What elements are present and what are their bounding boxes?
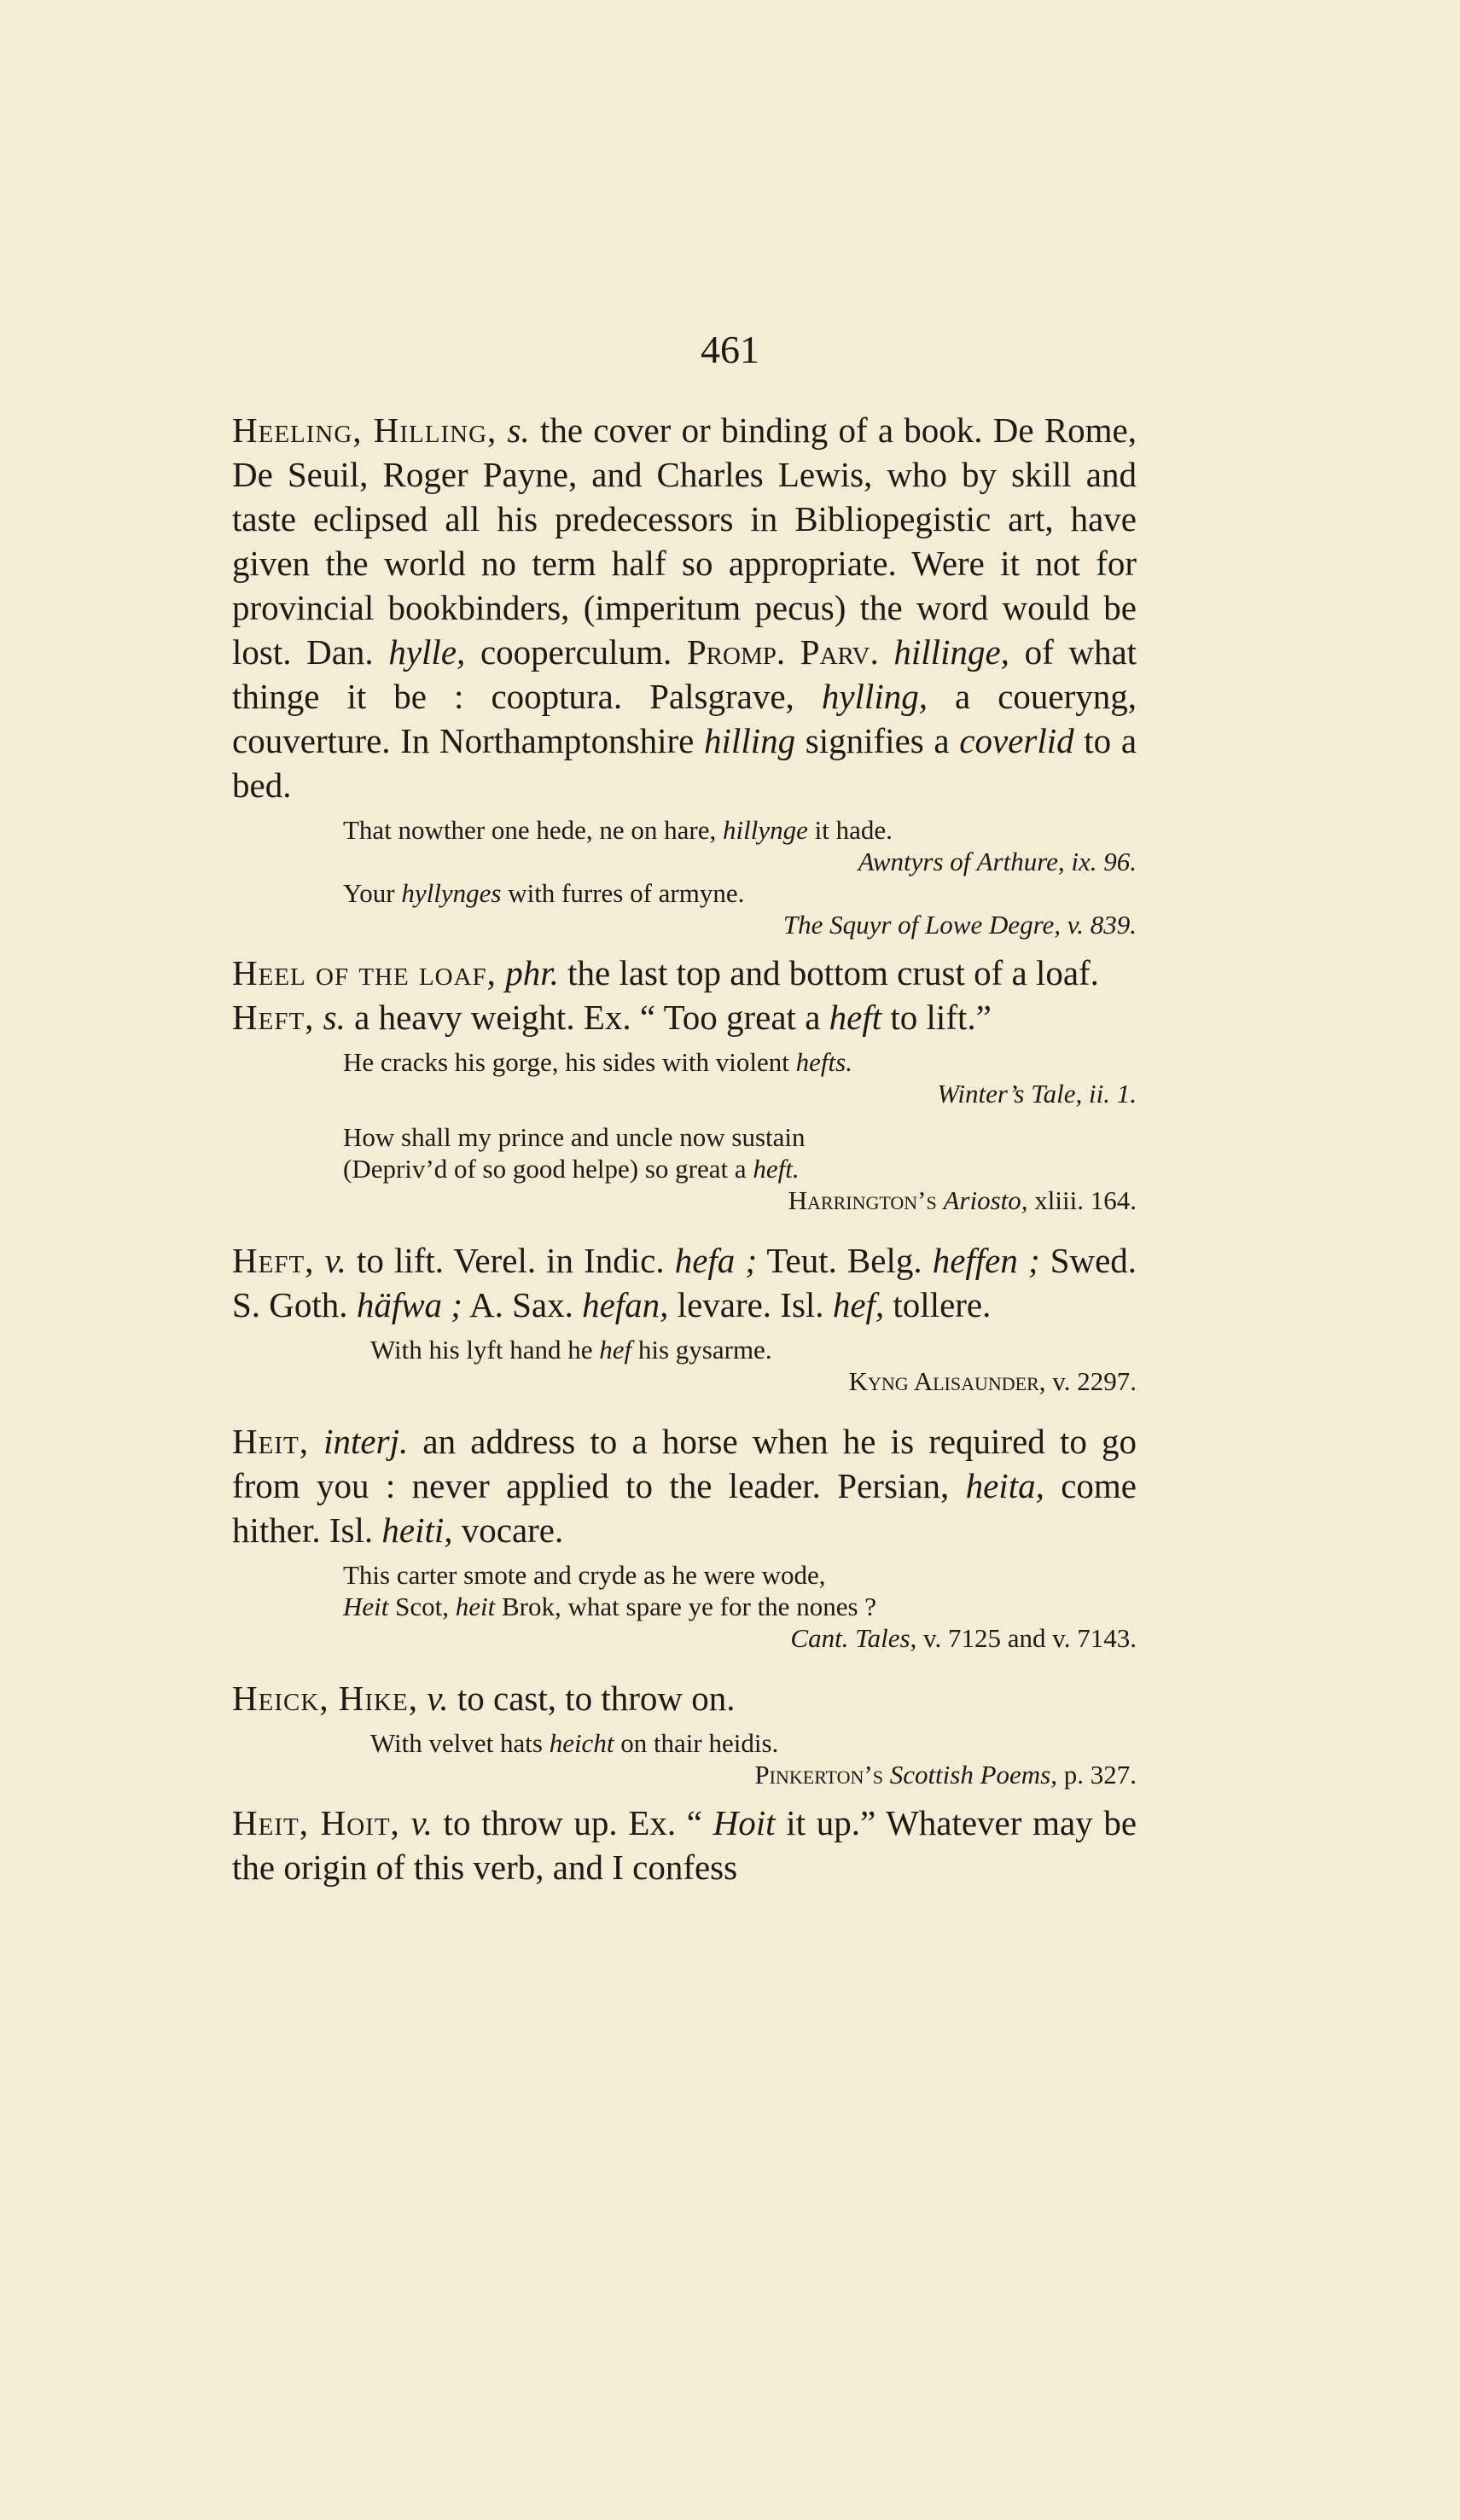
source-abbrev: Promp. Parv. <box>686 632 879 672</box>
italic-term: hylle, <box>388 632 466 672</box>
quote-text: on thair heidis. <box>620 1728 779 1758</box>
page-number: 461 <box>701 328 759 371</box>
italic-term: hef, <box>832 1285 885 1324</box>
quote-italic: heicht <box>549 1728 614 1758</box>
definition-text: to lift. Verel. in Indic. <box>356 1241 665 1280</box>
italic-term: heffen ; <box>932 1241 1040 1280</box>
quotation-block <box>232 1559 1137 1654</box>
definition-text: to a bed. <box>232 721 1137 805</box>
spacer <box>232 1407 1137 1419</box>
source-author: Kyng Alisaunder, <box>848 1366 1046 1396</box>
dictionary-column <box>232 408 1137 1889</box>
headword: Heft, <box>232 1241 315 1280</box>
headword: Heel of the loaf, <box>232 953 497 992</box>
headword: Heit, Hoit, <box>232 1803 400 1842</box>
quote-text: with furres of armyne. <box>508 878 745 908</box>
quote-line <box>232 877 1137 909</box>
definition-text: to lift.” <box>890 998 992 1037</box>
source-ref: v. 2297. <box>1052 1366 1137 1396</box>
italic-term: hefa ; <box>674 1241 758 1280</box>
source-author: Harrington’s <box>788 1185 937 1215</box>
definition-text: vocare. <box>461 1510 564 1550</box>
part-of-speech: v. <box>427 1679 449 1718</box>
definition-text: to cast, to throw on. <box>457 1679 736 1718</box>
quote-source <box>232 1622 1137 1654</box>
quote-text: Scot, <box>395 1592 449 1621</box>
italic-term: hilling <box>704 721 796 760</box>
definition-text: the last top and bottom crust of a loaf. <box>567 953 1099 992</box>
italic-term: hefan, <box>582 1285 669 1324</box>
quote-source <box>232 1759 1137 1790</box>
quote-text: With velvet hats <box>370 1728 543 1758</box>
quote-text: He cracks his gorge, his sides with violent <box>343 1047 789 1077</box>
quote-italic: hef <box>599 1335 632 1365</box>
definition-text: Teut. Belg. <box>766 1241 922 1280</box>
headword: Heft, <box>232 998 315 1037</box>
quote-line <box>232 1153 1137 1184</box>
part-of-speech: s. <box>323 998 346 1037</box>
quote-line <box>232 1591 1137 1622</box>
source-author: Pinkerton’s <box>754 1760 883 1790</box>
part-of-speech: phr. <box>505 953 559 992</box>
entry-heit-hoit <box>232 1801 1137 1889</box>
entry-heick <box>232 1676 1137 1720</box>
italic-term: hylling, <box>821 677 928 716</box>
quote-italic: hillynge <box>723 815 808 845</box>
entry-heit-interjection <box>232 1419 1137 1552</box>
quote-source: The Squyr of Lowe Degre, v. 839. <box>782 910 1137 940</box>
definition-text: signifies a <box>805 721 950 760</box>
part-of-speech: interj. <box>323 1422 409 1461</box>
definition-text: tollere. <box>893 1285 992 1324</box>
quote-source <box>232 1365 1137 1397</box>
source-ref: v. 7125 and v. 7143. <box>923 1623 1137 1653</box>
definition-text: levare. Isl. <box>677 1285 824 1324</box>
headword: Heeling, Hilling, <box>232 410 497 450</box>
entry-heel-of-the-loaf <box>232 951 1137 995</box>
source-ref: p. 327. <box>1063 1760 1137 1790</box>
definition-text: the cover or binding of a book. De Rome, De Seuil, Roger Payne, and Charles Lewis, who by skill and taste eclipsed all his predecessors in Bibliopegistic art, have given the world no term half so appropriate. Were it not for provincial bookbinders, (imperitum pecus) the word would be lost. Dan. <box>232 410 1137 672</box>
quote-italic: Heit <box>343 1592 389 1621</box>
entry-heft-noun <box>232 995 1137 1039</box>
italic-term: häfwa ; <box>356 1285 462 1324</box>
quote-text: That nowther one hede, ne on hare, <box>343 815 717 845</box>
italic-term: heiti, <box>381 1510 453 1550</box>
part-of-speech: v. <box>324 1241 346 1280</box>
source-title: Ariosto, <box>943 1185 1028 1215</box>
quote-line <box>232 814 1137 846</box>
quote-source: Awntyrs of Arthure, ix. 96. <box>858 847 1137 876</box>
quote-italic: hyllynges <box>401 878 502 908</box>
definition-text: to throw up. Ex. “ <box>443 1803 702 1842</box>
definition-text: it up.” Whatever may be the origin of this verb, and I confess <box>232 1803 1137 1887</box>
quote-source: Winter’s Tale, ii. 1. <box>937 1079 1137 1109</box>
spacer <box>232 1664 1137 1676</box>
entry-heft-verb <box>232 1238 1137 1327</box>
source-title: Scottish Poems, <box>889 1760 1057 1790</box>
headword: Heick, Hike, <box>232 1679 418 1718</box>
part-of-speech: s. <box>507 410 530 450</box>
quote-text: Your <box>343 878 395 908</box>
quote-text: his gysarme. <box>637 1335 772 1365</box>
italic-term: coverlid <box>959 721 1074 760</box>
quote-italic: heit <box>455 1592 496 1621</box>
quotation-block <box>232 1334 1137 1397</box>
definition-text: a heavy weight. Ex. “ Too great a <box>354 998 821 1037</box>
spacer <box>232 1226 1137 1238</box>
quote-line: This carter smote and cryde as he were wode, <box>343 1560 826 1590</box>
quotation-block <box>232 1727 1137 1790</box>
part-of-speech: v. <box>410 1803 433 1842</box>
quote-source <box>232 1184 1137 1216</box>
quotation-block <box>232 1046 1137 1216</box>
italic-term: heita, <box>965 1466 1044 1505</box>
quote-italic: heft. <box>753 1154 800 1184</box>
definition-text: A. Sax. <box>468 1285 573 1324</box>
quote-text: it hade. <box>814 815 893 845</box>
definition-text: of what thinge it be : cooptura. Palsgrave, <box>232 632 1137 716</box>
definition-text: come hither. Isl. <box>232 1466 1137 1550</box>
quote-line: How shall my prince and uncle now sustain <box>343 1122 806 1152</box>
definition-text: cooperculum. <box>480 632 672 672</box>
quote-line <box>232 1727 1137 1759</box>
quote-text: (Depriv’d of so good helpe) so great a <box>343 1154 747 1184</box>
source-title: Cant. Tales, <box>790 1623 917 1653</box>
definition-text: an address to a horse when he is required to go from you : never applied to the leader. Persian, <box>232 1422 1137 1505</box>
headword: Heit, <box>232 1422 309 1461</box>
italic-term: heft <box>829 998 882 1037</box>
italic-term: Hoit <box>713 1803 776 1842</box>
spacer <box>232 1109 1137 1121</box>
entry-heeling <box>232 408 1137 807</box>
quote-italic: hefts. <box>795 1047 852 1077</box>
quote-line <box>232 1334 1137 1365</box>
quotation-block <box>232 814 1137 940</box>
italic-term: hillinge, <box>893 632 1009 672</box>
definition-text: a coueryng, couverture. In Northamptonshire <box>232 677 1137 760</box>
quote-text: Brok, what spare ye for the nones ? <box>502 1592 877 1621</box>
quote-line <box>232 1046 1137 1078</box>
quote-text: With his lyft hand he <box>370 1335 593 1365</box>
definition-text: Swed. S. Goth. <box>232 1241 1137 1324</box>
source-ref: xliii. 164. <box>1034 1185 1137 1215</box>
